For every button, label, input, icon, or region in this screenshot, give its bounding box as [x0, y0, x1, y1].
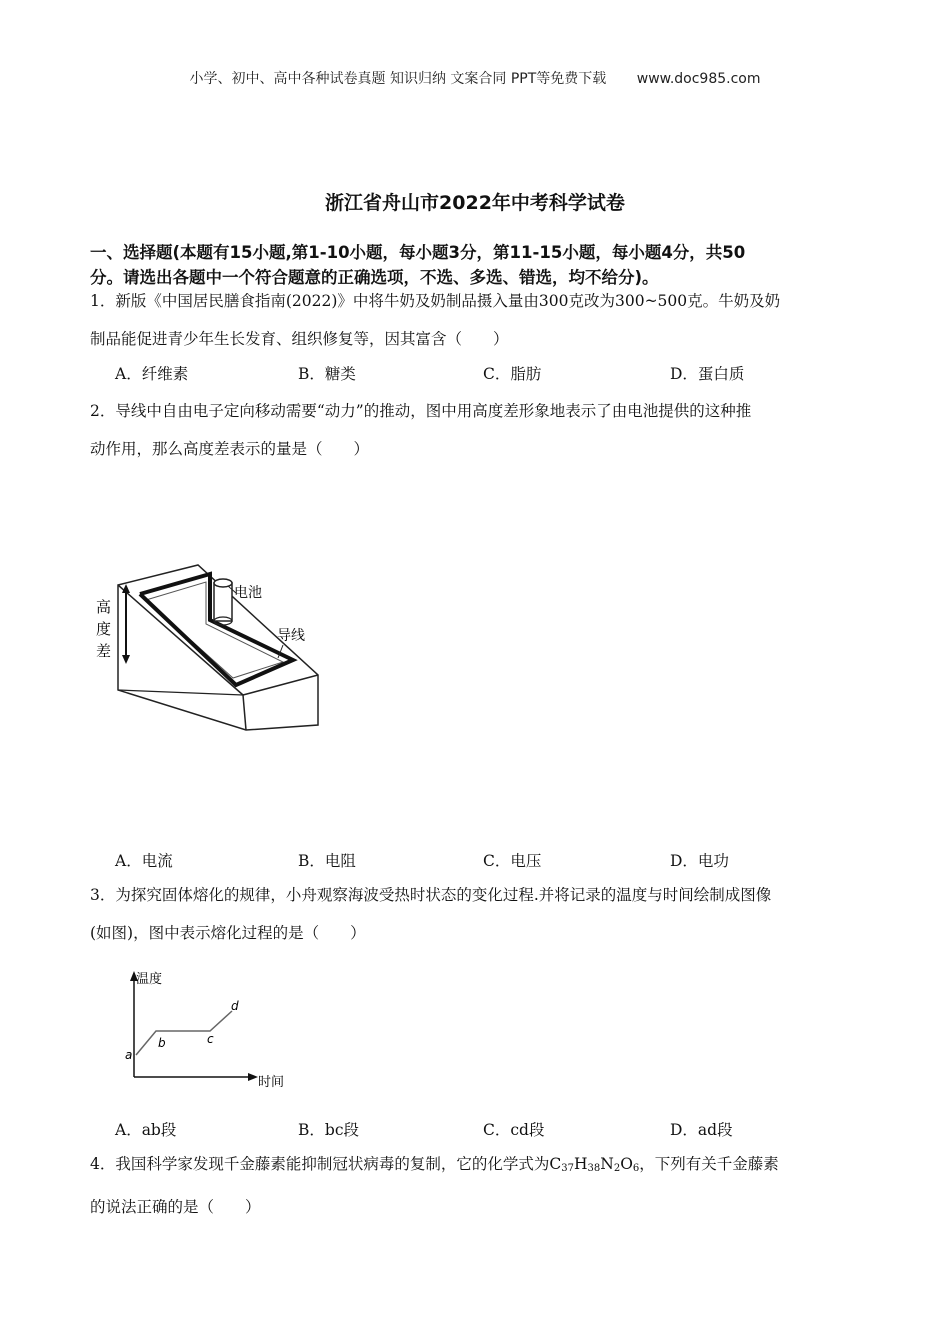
option-b[interactable]: B．bc段 [298, 1121, 359, 1139]
question-1 [90, 282, 865, 358]
x-axis-label: 时间 [258, 1075, 285, 1090]
question-4 [90, 1145, 865, 1226]
option-c[interactable]: C．电压 [483, 852, 542, 870]
height-label-2: 度 [96, 620, 112, 638]
option-d[interactable]: D．电功 [670, 852, 729, 870]
formula-n-count: 2 [613, 1163, 621, 1174]
curve-line [136, 1011, 232, 1055]
page-header [0, 68, 950, 88]
question-1-options [115, 362, 875, 386]
option-a[interactable]: A．纤维素 [115, 365, 189, 383]
question-2-line2: 动作用，那么高度差表示的量是（ ） [90, 440, 370, 458]
option-c[interactable]: C．cd段 [483, 1121, 545, 1139]
question-4-line2: 的说法正确的是（ ） [90, 1198, 261, 1216]
header-text: 小学、初中、高中各种试卷真题 知识归纳 文案合同 PPT等免费下载 [189, 71, 607, 87]
header-site[interactable]: www.doc985.com [636, 71, 761, 87]
formula-c: C [549, 1155, 562, 1173]
question-3-line2: (如图)，图中表示熔化过程的是（ ） [90, 924, 366, 942]
question-4-line1 [90, 1145, 865, 1188]
battery-body [214, 583, 232, 621]
wire-label: 导线 [277, 628, 305, 644]
question-4-line1-after: ，下列有关千金藤素 [639, 1155, 779, 1173]
option-d[interactable]: D．ad段 [670, 1121, 733, 1139]
formula-o: O [620, 1155, 633, 1173]
formula-c-count: 37 [561, 1163, 574, 1174]
question-1-line1: 1．新版《中国居民膳食指南(2022)》中将牛奶及奶制品摄入量由300克改为300~500克。牛奶及奶 [90, 292, 781, 310]
question-3-line1: 3．为探究固体熔化的规律，小舟观察海波受热时状态的变化过程.并将记录的温度与时间绘制成图像 [90, 886, 772, 904]
formula-h-count: 38 [587, 1163, 601, 1174]
temperature-time-graph [122, 965, 297, 1095]
option-b[interactable]: B．糖类 [298, 365, 356, 383]
question-2-line1: 2．导线中自由电子定向移动需要“动力”的推动，图中用高度差形象地表示了由电池提供的这种推 [90, 402, 752, 420]
question-1-line2: 制品能促进青少年生长发育、组织修复等，因其富含（ ） [90, 330, 509, 348]
formula-n: N [600, 1155, 614, 1173]
section-heading-line2: 分。请选出各题中一个符合题意的正确选项，不选、多选、错选，均不给分)。 [90, 268, 659, 287]
point-a-label: a [125, 1048, 133, 1062]
question-2 [90, 392, 865, 468]
option-a[interactable]: A．电流 [115, 852, 173, 870]
formula-o-count: 6 [632, 1163, 640, 1174]
battery-slope-figure [88, 560, 328, 740]
point-d-label: d [231, 999, 239, 1013]
option-b[interactable]: B．电阻 [298, 852, 356, 870]
chemical-formula [549, 1155, 639, 1173]
question-3-options [115, 1118, 875, 1142]
battery-top [214, 579, 232, 587]
battery-label: 电池 [234, 585, 262, 601]
point-b-label: b [158, 1036, 166, 1050]
y-axis-label: 温度 [136, 972, 163, 987]
formula-h: H [573, 1155, 588, 1173]
option-a[interactable]: A．ab段 [115, 1121, 177, 1139]
height-label-1: 高 [96, 598, 112, 616]
question-3 [90, 876, 865, 952]
height-label-3: 差 [96, 642, 112, 660]
question-2-options [115, 849, 875, 873]
point-c-label: c [207, 1032, 214, 1046]
option-c[interactable]: C．脂肪 [483, 365, 542, 383]
option-d[interactable]: D．蛋白质 [670, 365, 745, 383]
question-4-line1-before: 4．我国科学家发现千金藤素能抑制冠状病毒的复制，它的化学式为 [90, 1155, 550, 1173]
page-title: 浙江省舟山市2022年中考科学试卷 [325, 192, 625, 214]
section-heading-line1: 一、选择题(本题有15小题,第1-10小题，每小题3分，第11-15小题，每小题4分，共50 [90, 243, 746, 262]
x-axis-arrow [248, 1073, 258, 1081]
